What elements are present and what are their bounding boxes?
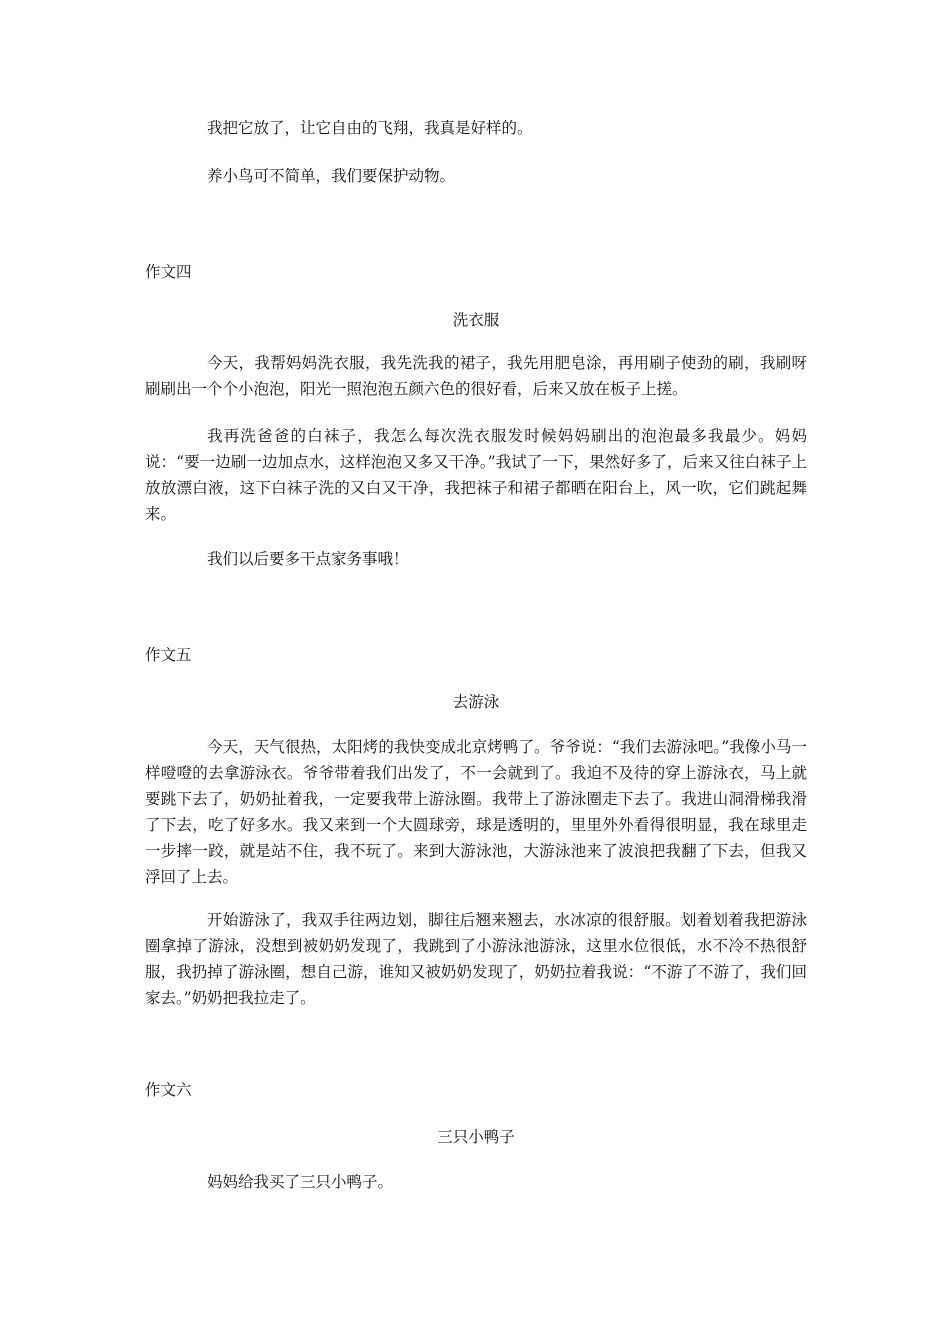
essay-heading: 作文五 [145, 646, 192, 664]
essay-title: 去游泳 [452, 693, 500, 711]
essay-heading: 作文六 [145, 1081, 192, 1099]
paragraph: 我们以后要多干点家务事哦！ [207, 550, 409, 568]
paragraph: 开始游泳了，我双手往两边划，脚往后翘来翘去，水冰凉的很舒服。划着划着我把游泳圈拿掉了游泳，没想到被奶奶发现了，我跳到了小游泳池游泳，这里水位很低，水不冷不热很舒服，我扔掉了游泳圈，想自己游，谁知又被奶奶发现了，奶奶拉着我说：“不游了不游了，我们回家去。”奶奶把我拉走了。 [145, 911, 807, 1007]
paragraph: 我把它放了，让它自由的飞翔，我真是好样的。 [207, 119, 533, 137]
paragraph: 养小鸟可不简单，我们要保护动物。 [207, 167, 456, 185]
paragraph: 我再洗爸爸的白袜子，我怎么每次洗衣服发时候妈妈刷出的泡泡最多我最少。妈妈说：“要一边刷一边加点水，这样泡泡又多又干净。”我试了一下，果然好多了，后来又往白袜子上放放漂白液，这下白袜子洗的又白又干净，我把袜子和裙子都晒在阳台上，风一吹，它们跳起舞来。 [145, 427, 807, 523]
paragraph: 妈妈给我买了三只小鸭子。 [207, 1173, 394, 1191]
essay-title: 洗衣服 [452, 311, 500, 329]
essay-heading: 作文四 [145, 263, 192, 281]
paragraph: 今天，我帮妈妈洗衣服，我先洗我的裙子，我先用肥皂涂，再用刷子使劲的刷，我刷呀刷刷出一个个小泡泡，阳光一照泡泡五颜六色的很好看，后来又放在板子上搓。 [145, 354, 807, 398]
essay-title: 三只小鸭子 [437, 1128, 515, 1146]
paragraph: 今天，天气很热，太阳烤的我快变成北京烤鸭了。爷爷说：“我们去游泳吧。”我像小马一样噔噔的去拿游泳衣。爷爷带着我们出发了，不一会就到了。我迫不及待的穿上游泳衣，马上就要跳下去了，奶奶扯着我，一定要我带上游泳圈。我带上了游泳圈走下去了。我进山洞滑梯我滑了下去，吃了好多水。我又来到一个大圆球旁，球是透明的，里里外外看得很明显，我在球里走一步摔一跤，就是站不住，我不玩了。来到大游泳池，大游泳池来了波浪把我翻了下去，但我又浮回了上去。 [145, 738, 807, 886]
